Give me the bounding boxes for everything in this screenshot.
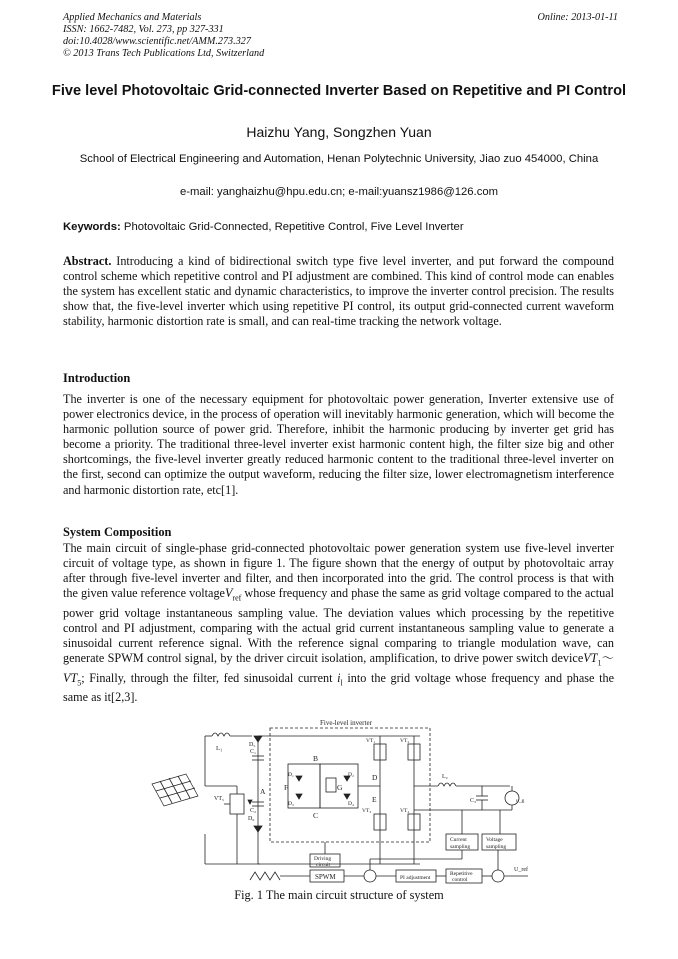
label-l2: L₂ [442,774,448,780]
doi-line: doi:10.4028/www.scientific.net/AMM.273.327 [63,36,251,47]
voltage-sampling-label-2: sampling [486,844,507,850]
abstract-text: Introducing a kind of bidirectional switch type five level inverter, and put forward the compound control scheme which repetitive control and PI adjustment are combined. This kind of control mode can enables the system has excellent static and dynamic characteristics, to improve the inverter control precision. The results show that, the five-level inverter which using repetitive PI control, its output grid-connected current waveform stability, harmonic distortion rate is small, and can real-time tracking the network voltage. [63,254,614,329]
spwm-label: SPWM [315,873,336,881]
label-c2: C₂ [250,808,257,814]
uref-label: U_ref [514,867,528,873]
il-subscript: l [340,678,343,688]
paper-authors: Haizhu Yang, Songzhen Yuan [246,124,432,140]
system-text-4: into the grid voltage whose frequency and phase the same as it[2,3]. [63,670,614,705]
system-heading: System Composition [63,525,172,539]
current-sampling-label-1: Current [450,837,467,843]
label-a: A [260,787,266,796]
label-b: B [313,754,319,763]
label-d4: D₄ [348,801,354,807]
circuit-diagram [150,714,545,892]
keywords [63,221,623,233]
repetitive-label-2: control [452,877,468,883]
journal-header [63,12,618,60]
label-g: G [337,783,343,792]
issn-line: ISSN: 1662-7482, Vol. 273, pp 327-331 [63,24,224,35]
system-text [63,541,614,705]
keywords-label: Keywords: [63,221,121,233]
pi-label: PI adjustment [400,875,431,881]
label-l1: L₁ [216,745,223,752]
pv-array [152,774,198,806]
abstract-label: Abstract. [63,254,112,268]
inductor-l1 [212,733,230,736]
keywords-text: Photovoltaic Grid-Connected, Repetitive Control, Five Level Inverter [120,221,464,233]
il-symbol: i [337,670,341,685]
vref-symbol: V [224,586,233,601]
vt5-subscript: 5 [77,678,82,688]
system-text-1: The main circuit of single-phase grid-connected photovoltaic power generation system use five-level inverter circuit of voltage type, as shown in figure 1. The figure shown that the energy of output by photovoltaic array after through five-level inverter and filter, and then incorporated into the grid. The control process is that with the given value reference voltage [63,541,614,601]
vref-subscript: ref [232,593,242,603]
label-c3: C₃ [470,798,477,804]
label-vt4: VT₄ [400,808,410,814]
tilde: ～ [601,651,614,666]
abstract [63,254,614,329]
paper-title: Five level Photovoltaic Grid-connected Inverter Based on Repetitive and PI Control [51,83,627,99]
label-d3: D₃ [288,801,294,807]
repetitive-label-1: Repetitive [450,871,473,877]
figure-title: Five-level inverter [320,719,372,727]
label-c: C [313,811,319,820]
label-ug: u_g [516,798,525,804]
summing-junction-1 [364,870,376,882]
label-vt1: VT₁ [366,738,376,744]
system-text-2: whose frequency and phase the same as grid voltage compared to the actual power grid voltage instantaneous sampling value. The deviation values which processing by the repetitive control and PI adjustment, comparing with the actual grid current instantaneous sampling value to generate a sinusoidal current reference signal. With the reference signal comparing to triangle modulation wave, can generate SPWM control signal, by the driver circuit isolation, amplification, to drive power switch device [63,586,615,666]
introduction-heading: Introduction [63,371,131,385]
inductor-l2 [438,783,456,786]
label-d6: D₆ [248,816,255,822]
introduction-text: The inverter is one of the necessary equipment for photovoltaic power generation, Inverter extensive use of power electronics device, in the process of operation will inevitably harmonic generation, which will become the harmonic pollution source of power grid. Therefore, inhibit the harmonic producing by inverter get grid has become a priority. The traditional three-level inverter exist harmonic content high, the filter size big and other shortcomings, the five-level inverter greatly reduced harmonic content to the traditional three-level inverter on the first, second can optimize the output waveform, reducing the filter size, lower electromagnetism interference and harmonic distortion rate, etc[1]. [63,392,614,497]
vt5-symbol: VT [63,670,78,685]
label-f: F [284,783,289,792]
affiliation: School of Electrical Engineering and Automation, Henan Polytechnic University, Jiao zuo 454000, China [79,153,599,165]
driving-circuit-label-2: circuit [316,862,331,868]
driving-circuit-label-1: Driving [314,856,332,862]
inverter-box [270,728,430,842]
voltage-sampling-label-1: Voltage [486,837,503,843]
label-c1: C₁ [250,749,257,755]
system-text-3: ; Finally, through the filter, fed sinusoidal current [81,670,338,685]
label-d: D [372,773,378,782]
summing-junction-2 [492,870,504,882]
triangle-wave [250,872,280,880]
label-e: E [372,795,377,804]
label-d5: D₅ [249,742,256,748]
vt1-symbol: VT [583,651,598,666]
label-d2: D₂ [348,772,354,778]
label-vt5: VT₅ [214,796,225,802]
email-line: e-mail: yanghaizhu@hpu.edu.cn; e-mail:yuansz1986@126.com [179,186,499,198]
switch-vt5 [224,794,252,814]
vt1-subscript: 1 [597,658,602,668]
journal-name: Applied Mechanics and Materials [63,12,202,23]
label-d1: D₁ [288,772,294,778]
figure-caption: Fig. 1 The main circuit structure of system [234,888,444,902]
label-vt2: VT₂ [400,738,410,744]
label-vt3: VT₃ [362,808,372,814]
copyright-line: © 2013 Trans Tech Publications Ltd, Switzerland [63,48,265,59]
current-sampling-label-2: sampling [450,844,471,850]
online-date: Online: 2013-01-11 [537,12,618,23]
